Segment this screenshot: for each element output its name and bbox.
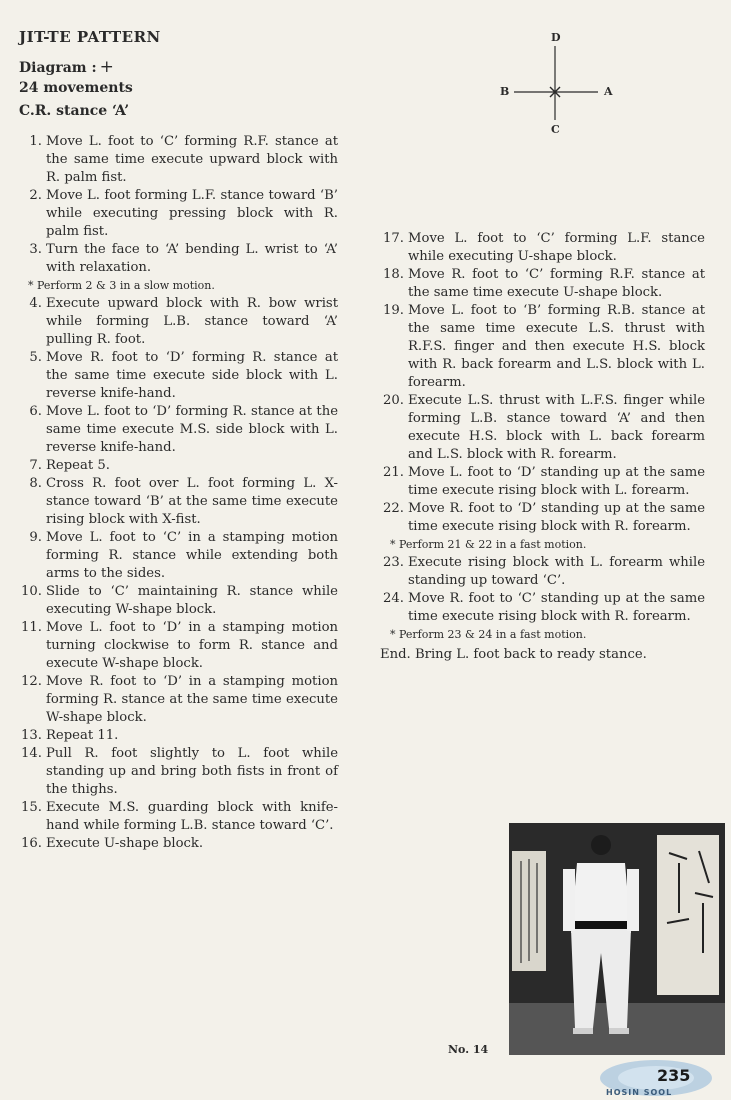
movement-number: 15. (21, 800, 42, 815)
movement-item (18, 529, 338, 583)
movement-item (380, 554, 705, 590)
movement-item (18, 745, 338, 799)
movement-number: 3. (29, 242, 42, 257)
direction-a-label: A (604, 85, 613, 98)
direction-d-label: D (551, 31, 561, 44)
movement-text: Cross R. foot over L. foot forming L. X-stance toward ‘B’ at the same time execute rising block with X-fist. (46, 476, 338, 527)
movement-number: 6. (29, 404, 42, 419)
movement-text: Execute rising block with L. forearm while standing up toward ‘C’. (408, 555, 705, 588)
movement-item (380, 302, 705, 392)
movement-number: 16. (21, 836, 42, 851)
movement-number: 18. (383, 267, 404, 282)
performance-note: * Perform 21 & 22 in a fast motion. (390, 538, 587, 551)
movement-text: Move L. foot to ‘D’ standing up at the same time execute rising block with L. forearm. (408, 465, 705, 498)
movement-item (18, 727, 338, 745)
movement-number: 7. (29, 458, 42, 473)
movement-item (18, 349, 338, 403)
direction-diagram (496, 28, 616, 140)
performance-note: * Perform 23 & 24 in a fast motion. (390, 628, 587, 641)
movement-item (18, 403, 338, 457)
photo-caption: No. 14 (448, 1043, 489, 1056)
movement-item (18, 619, 338, 673)
movement-item (18, 799, 338, 835)
pattern-end-instruction: End. Bring L. foot back to ready stance. (380, 647, 647, 662)
direction-b-label: B (500, 85, 510, 98)
movement-item (18, 133, 338, 187)
movement-item (18, 583, 338, 619)
diagram-label-text: Diagram : (19, 60, 97, 76)
movement-number: 9. (29, 530, 42, 545)
movement-item (18, 241, 338, 277)
starting-stance: C.R. stance ‘A’ (19, 103, 130, 119)
movement-item (18, 835, 338, 853)
pattern-title: JIT-TE PATTERN (19, 28, 161, 46)
movement-number: 12. (21, 674, 42, 689)
movement-number: 4. (29, 296, 42, 311)
movement-item (18, 187, 338, 241)
movement-text: Move L. foot to ‘C’ in a stamping motion forming R. stance while extending both arms to the sides. (46, 530, 338, 581)
movement-text: Move R. foot to ‘C’ standing up at the same time execute rising block with R. forearm. (408, 591, 705, 624)
movement-text: Turn the face to ‘A’ bending L. wrist to ‘A’ with relaxation. (46, 242, 338, 275)
movement-item (18, 673, 338, 727)
movement-item (380, 266, 705, 302)
movement-text: Execute M.S. guarding block with knife-hand while forming L.B. stance toward ‘C’. (46, 800, 338, 833)
movement-count: 24 movements (19, 80, 133, 96)
movement-text: Move R. foot to ‘C’ forming R.F. stance at the same time execute U-shape block. (408, 267, 705, 300)
direction-c-label: C (551, 123, 560, 136)
movement-number: 13. (21, 728, 42, 743)
movement-number: 14. (21, 746, 42, 761)
movement-text: Move L. foot forming L.F. stance toward ‘B’ while executing pressing block with R. palm fist. (46, 188, 338, 239)
movement-item (380, 500, 705, 536)
movement-text: Move R. foot to ‘D’ in a stamping motion forming R. stance at the same time execute W-shape block. (46, 674, 338, 725)
movement-item (380, 464, 705, 500)
left-movement-column (18, 133, 338, 853)
demonstration-photo (509, 823, 725, 1055)
movement-item (18, 295, 338, 349)
movement-item (18, 475, 338, 529)
movement-item (380, 392, 705, 464)
movement-text: Move L. foot to ‘D’ forming R. stance at the same time execute M.S. side block with L. reverse knife-hand. (46, 404, 338, 455)
movement-number: 23. (383, 555, 404, 570)
movement-number: 21. (383, 465, 404, 480)
movement-text: Move L. foot to ‘B’ forming R.B. stance at the same time execute L.S. thrust with R.F.S. finger and then execute H.S. block with R. back forearm and L.S. block with L. forearm. (408, 303, 705, 390)
movement-number: 20. (383, 393, 404, 408)
movement-text: Move R. foot to ‘D’ forming R. stance at the same time execute side block with L. reverse knife-hand. (46, 350, 338, 401)
movement-item (18, 457, 338, 475)
movement-number: 24. (383, 591, 404, 606)
watermark-text: HOSIN SOOL (606, 1088, 673, 1097)
movement-text: Move L. foot to ‘C’ forming L.F. stance while executing U-shape block. (408, 231, 705, 264)
movement-text: Move L. foot to ‘C’ forming R.F. stance at the same time execute upward block with R. palm fist. (46, 134, 338, 185)
movement-number: 5. (29, 350, 42, 365)
movement-text: Move L. foot to ‘D’ in a stamping motion turning clockwise to form R. stance and execute W-shape block. (46, 620, 338, 671)
movement-number: 1. (29, 134, 42, 149)
movement-text: Pull R. foot slightly to L. foot while standing up and bring both fists in front of the thighs. (46, 746, 338, 797)
movement-number: 2. (29, 188, 42, 203)
movement-text: Repeat 5. (46, 458, 110, 473)
movement-number: 19. (383, 303, 404, 318)
movement-text: Execute upward block with R. bow wrist while forming L.B. stance toward ‘A’ pulling R. foot. (46, 296, 338, 347)
diagram-plus-symbol: + (99, 57, 114, 77)
movement-number: 8. (29, 476, 42, 491)
page-number: 235 (657, 1066, 691, 1085)
movement-text: Move R. foot to ‘D’ standing up at the same time execute rising block with R. forearm. (408, 501, 705, 534)
movement-item (380, 590, 705, 626)
movement-text: Execute L.S. thrust with L.F.S. finger while forming L.B. stance toward ‘A’ and then execute H.S. block with L. back forearm and L.S. block with R. forearm. (408, 393, 705, 462)
right-movement-column (380, 230, 705, 664)
performance-note: * Perform 2 & 3 in a slow motion. (28, 279, 215, 292)
diagram-label (19, 57, 114, 77)
movement-text: Repeat 11. (46, 728, 119, 743)
movement-number: 17. (383, 231, 404, 246)
movement-item (380, 230, 705, 266)
movement-text: Slide to ‘C’ maintaining R. stance while executing W-shape block. (46, 584, 338, 617)
movement-number: 11. (21, 620, 42, 635)
movement-text: Execute U-shape block. (46, 836, 204, 851)
movement-number: 10. (21, 584, 42, 599)
movement-number: 22. (383, 501, 404, 516)
